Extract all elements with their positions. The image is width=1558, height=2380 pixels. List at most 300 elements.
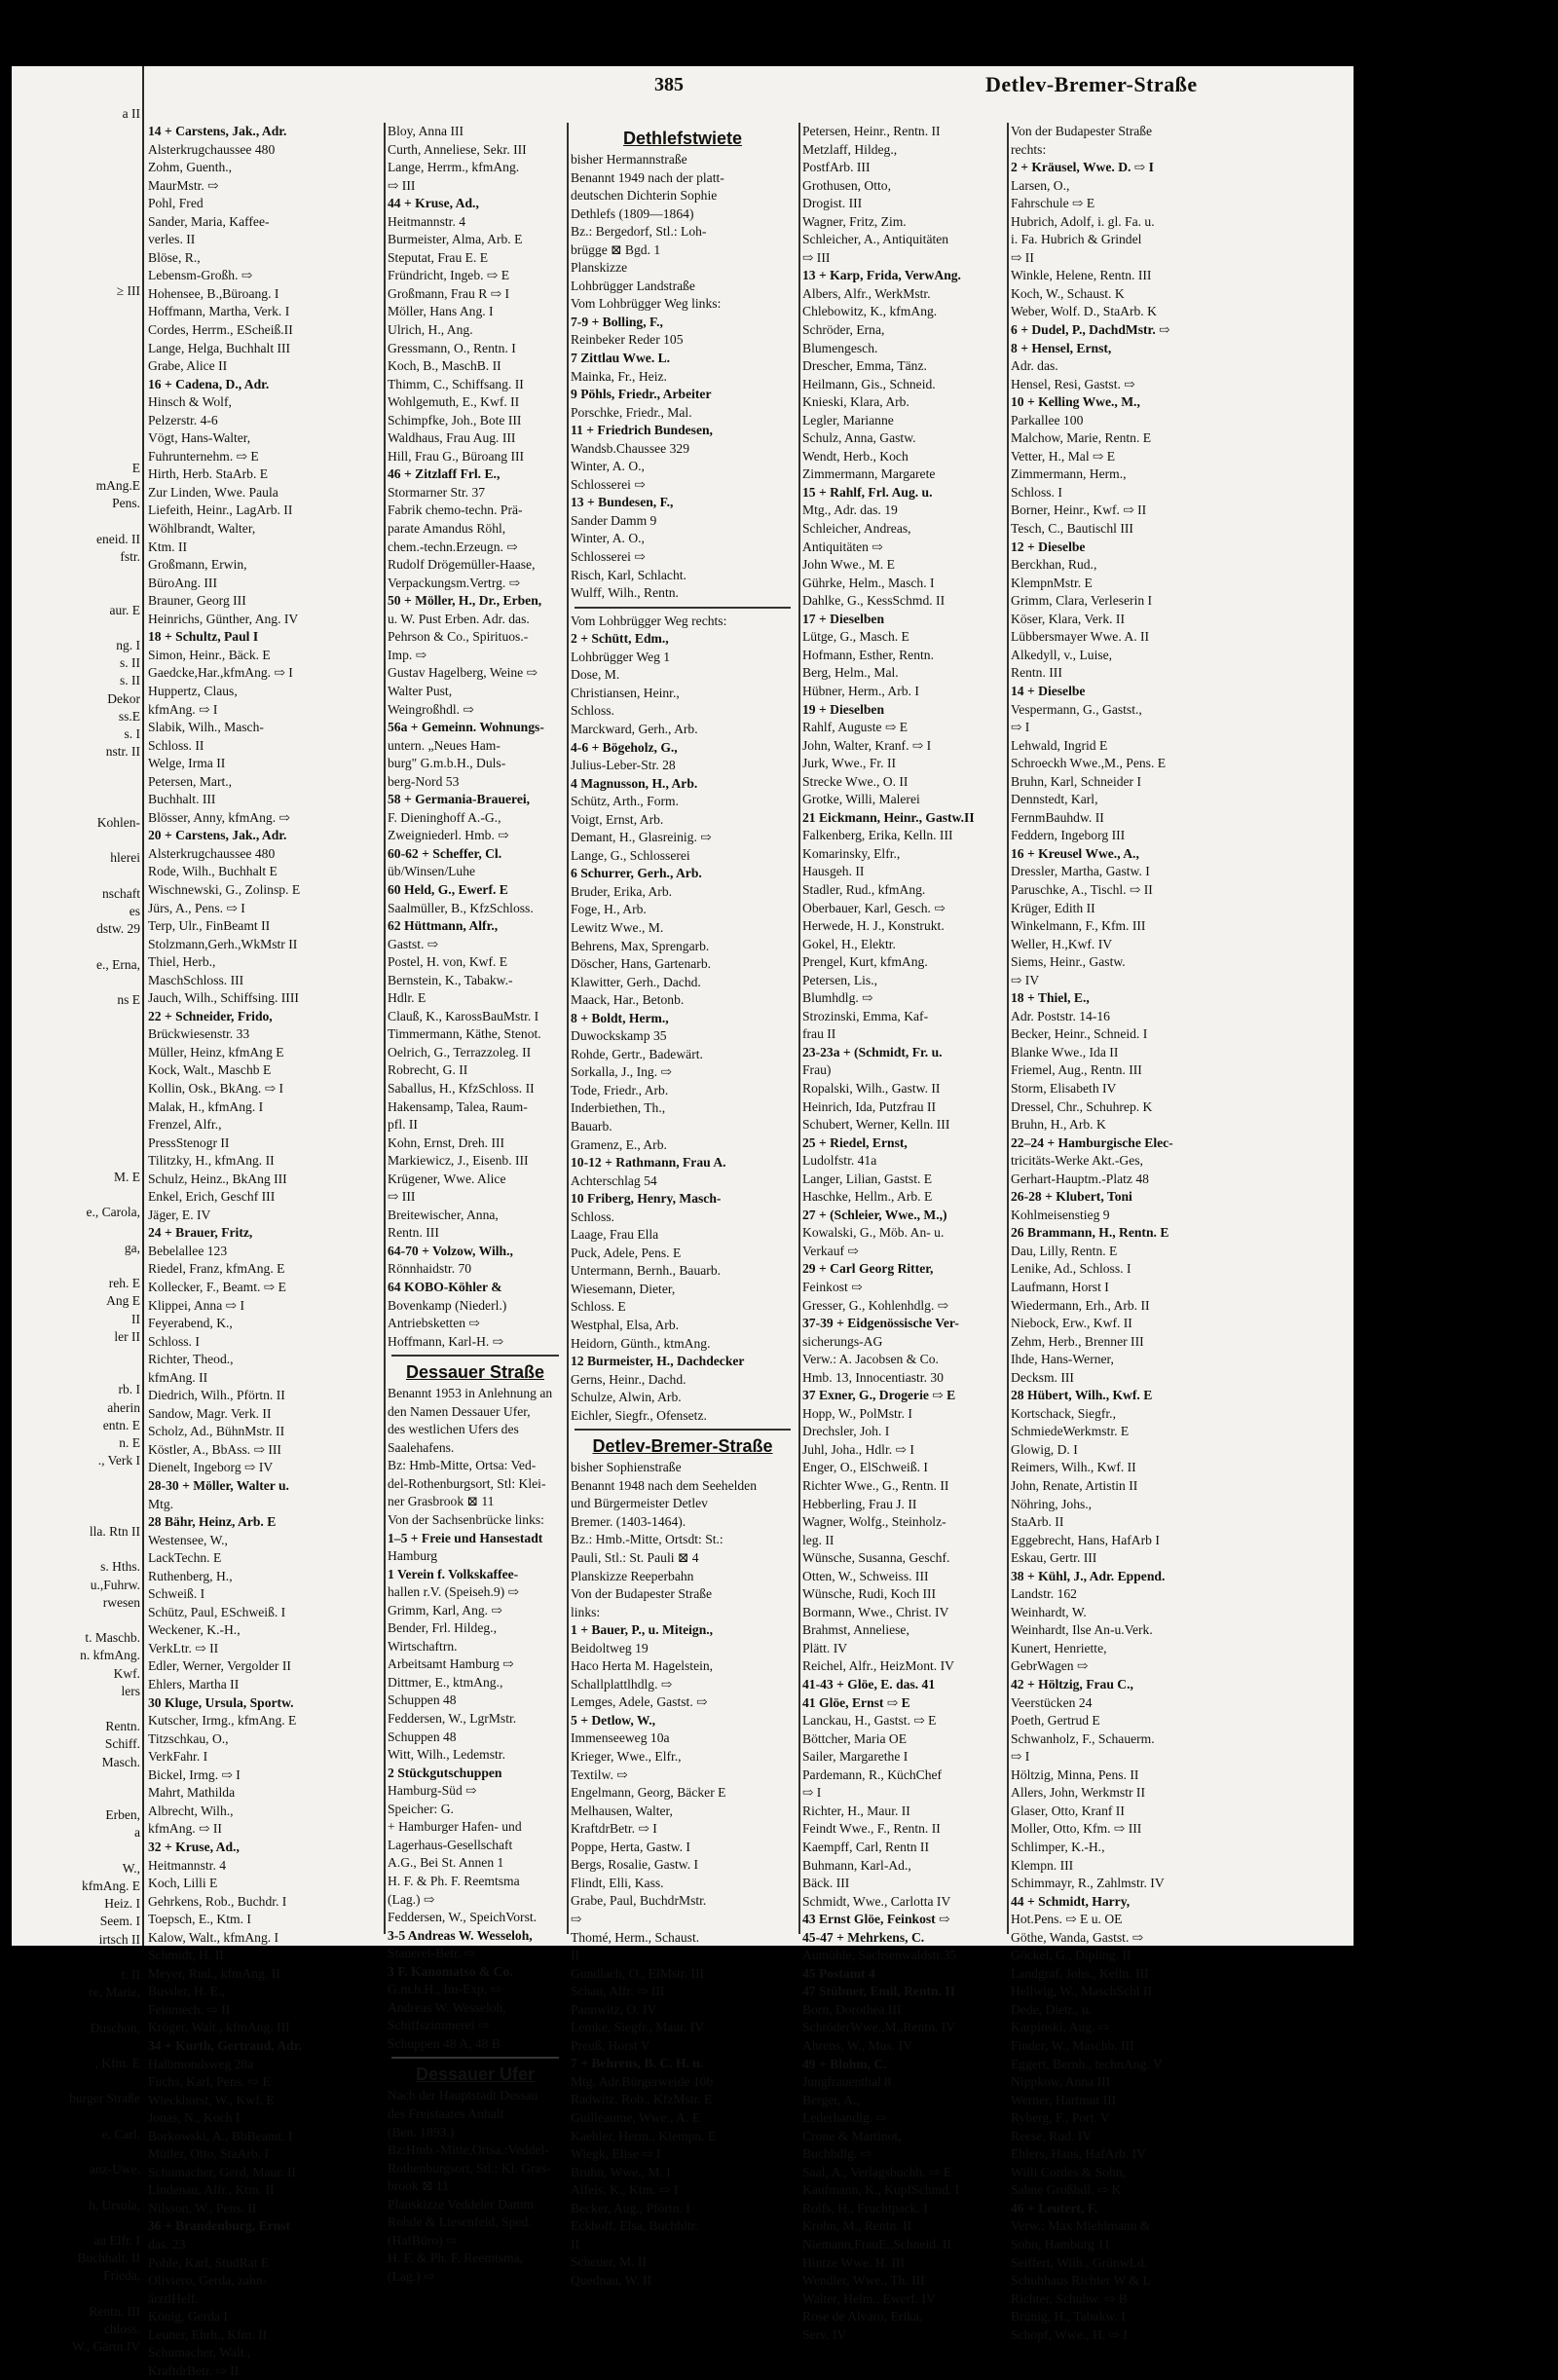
resident-entry: Klawitter, Gerh., Dachd. bbox=[571, 974, 701, 989]
resident-entry: Lange, G., Schlosserei bbox=[571, 847, 690, 863]
resident-entry: Falkenberg, Erika, Kelln. III bbox=[802, 828, 953, 843]
resident-entry: Hakensamp, Talea, Raum- bbox=[388, 1098, 528, 1114]
resident-entry: John, Walter, Kranf. ⇨ I bbox=[802, 737, 932, 753]
prev-page-fragment: s. II bbox=[120, 673, 140, 688]
running-head: Detlev-Bremer-Straße bbox=[985, 72, 1198, 96]
prev-page-fragment: ns E bbox=[117, 992, 140, 1007]
resident-entry: Hohensee, B.,Büroang. I bbox=[148, 285, 279, 301]
prev-page-fragment: II bbox=[131, 1311, 140, 1326]
resident-entry: Thiel, Herb., bbox=[148, 954, 216, 970]
resident-entry: Bergs, Rosalie, Gastw. I bbox=[571, 1857, 699, 1873]
resident-entry: Antriebsketten ⇨ bbox=[388, 1316, 480, 1331]
resident-entry: Decksm. III bbox=[1011, 1369, 1074, 1385]
resident-entry: Dethlefs (1809—1864) bbox=[571, 205, 694, 221]
resident-entry: Kunert, Henriette, bbox=[1011, 1640, 1107, 1655]
resident-entry: Saballus, H., KfzSchloss. II bbox=[388, 1080, 535, 1096]
resident-entry: Radwitz, Rob., KfzMstr. E bbox=[571, 2092, 713, 2107]
resident-entry: Scheuer, M. II bbox=[571, 2254, 647, 2270]
resident-entry: Weber, Wolf. D., StaArb. K bbox=[1011, 304, 1157, 319]
resident-entry: Wünsche, Rudi, Koch III bbox=[802, 1586, 937, 1602]
resident-entry: Eskau, Gertr. III bbox=[1011, 1550, 1097, 1566]
resident-entry: SchröderWwe.,M.,Rentn. IV bbox=[802, 2020, 956, 2035]
resident-entry: Schütz, Paul, ESchweiß. I bbox=[148, 1604, 286, 1619]
resident-entry: Petersen, Mart., bbox=[148, 773, 233, 789]
directory-column-3 bbox=[571, 123, 795, 2287]
resident-entry: Hausgeh. II bbox=[802, 864, 865, 879]
resident-entry: Reimers, Wilh., Kwf. II bbox=[1011, 1460, 1136, 1475]
house-number-entry: 7 + Behrens, B. C. H. u. bbox=[571, 2056, 704, 2071]
resident-entry: Schloss. I bbox=[148, 1333, 200, 1349]
resident-entry: Schallplattlhdlg. ⇨ bbox=[571, 1676, 673, 1692]
resident-entry: Schuppen 48 bbox=[388, 1729, 457, 1744]
resident-entry: (Lag.) ⇨ bbox=[388, 1891, 435, 1907]
resident-entry: Bernstein, K., Tabakw.- bbox=[388, 972, 513, 987]
house-number-entry: 1 + Bauer, P., u. Miteign., bbox=[571, 1622, 714, 1638]
resident-entry: Slabik, Wilh., Masch- bbox=[148, 720, 264, 735]
resident-entry: Krüger, Edith II bbox=[1011, 900, 1095, 915]
resident-entry: Engelmann, Georg, Bäcker E bbox=[571, 1785, 726, 1801]
prev-page-fragment: eneid. II bbox=[96, 531, 140, 546]
resident-entry: i. Fa. Hubrich & Grindel bbox=[1011, 232, 1142, 247]
resident-entry: Schiffszimmerei ⇨ bbox=[388, 2018, 490, 2033]
resident-entry: KlempnMstr. E bbox=[1011, 575, 1093, 590]
house-number-entry: 3-5 Andreas W. Wesseloh, bbox=[388, 1927, 533, 1943]
resident-entry: Eichler, Siegfr., Ofensetz. bbox=[571, 1407, 707, 1423]
resident-entry: Bender, Frl. Hildeg., bbox=[388, 1620, 497, 1636]
resident-entry: Beidoltweg 19 bbox=[571, 1640, 649, 1655]
resident-entry: Legler, Marianne bbox=[802, 412, 894, 428]
house-number-entry: 5 + Detlow, W., bbox=[571, 1712, 656, 1728]
resident-entry: Hensel, Resi, Gastst. ⇨ bbox=[1011, 376, 1135, 391]
resident-entry: Jauch, Wilh., Schiffsing. IIII bbox=[148, 990, 299, 1006]
resident-entry: Glaser, Otto, Kranf II bbox=[1011, 1803, 1125, 1818]
resident-entry: Müller, Heinz, kfmAng E bbox=[148, 1044, 284, 1060]
resident-entry: Fuhrunternehm. ⇨ E bbox=[148, 448, 259, 464]
resident-entry: Lenike, Ad., Schloss. I bbox=[1011, 1261, 1131, 1277]
resident-entry: Frenzel, Alfr., bbox=[148, 1117, 222, 1133]
resident-entry: Dittmer, E., ktmAng., bbox=[388, 1674, 503, 1690]
resident-entry: Gustav Hagelberg, Weine ⇨ bbox=[388, 665, 538, 681]
resident-entry: Lebensm-Großh. ⇨ bbox=[148, 268, 253, 283]
resident-entry: G.m.b.H., Im-Exp. ⇨ bbox=[388, 1982, 502, 1997]
resident-entry: Vögt, Hans-Walter, bbox=[148, 430, 251, 446]
prev-page-fragment: Heiz. I bbox=[104, 1896, 140, 1912]
resident-entry: Witt, Wilh., Ledemstr. bbox=[388, 1747, 505, 1763]
resident-entry: LackTechn. E bbox=[148, 1550, 222, 1566]
resident-entry: John, Renate, Artistin II bbox=[1011, 1478, 1138, 1494]
resident-entry: Richter, Schuhw. ⇨ B bbox=[1011, 2290, 1128, 2306]
resident-entry: Wulff, Wilh., Rentn. bbox=[571, 585, 679, 601]
resident-entry: Scholz, Ad., BühnMstr. II bbox=[148, 1424, 285, 1439]
resident-entry: Markiewicz, J., Eisenb. III bbox=[388, 1153, 529, 1169]
resident-entry: Schulz, Anna, Gastw. bbox=[802, 430, 916, 446]
resident-entry: Lemke, Siegfr., Maur. IV bbox=[571, 2020, 705, 2035]
section-rule bbox=[391, 1355, 559, 1357]
resident-entry: Bruhn, H., Arb. K bbox=[1011, 1117, 1106, 1133]
resident-entry: Tode, Friedr., Arb. bbox=[571, 1082, 669, 1097]
resident-entry: Schleicher, Andreas, bbox=[802, 521, 911, 537]
resident-entry: Nippkow, Anna III bbox=[1011, 2074, 1111, 2090]
resident-entry: + Hamburger Hafen- und bbox=[388, 1819, 522, 1835]
house-number-entry: 16 + Kreusel Wwe., A., bbox=[1011, 845, 1139, 861]
resident-entry: Enkel, Erich, Geschf III bbox=[148, 1189, 276, 1205]
resident-entry: Verpackungsm.Vertrg. ⇨ bbox=[388, 575, 521, 590]
resident-entry: Feddersen, W., SpeichVorst. bbox=[388, 1910, 538, 1925]
resident-entry: Kohlmeisenstieg 9 bbox=[1011, 1207, 1110, 1222]
house-number-entry: 49 + Blohm, C. bbox=[802, 2056, 887, 2071]
resident-entry: Schlimper, K.-H., bbox=[1011, 1839, 1105, 1854]
resident-entry: Oelrich, G., Terrazzoleg. II bbox=[388, 1044, 532, 1060]
resident-entry: Hill, Frau G., Büroang III bbox=[388, 448, 525, 464]
resident-entry: Fahrschule ⇨ E bbox=[1011, 196, 1095, 211]
resident-entry: Großmann, Frau R ⇨ I bbox=[388, 285, 510, 301]
prev-page-fragment: ga, bbox=[124, 1240, 140, 1255]
house-number-entry: 17 + Dieselben bbox=[802, 611, 885, 626]
resident-entry: Jürs, A., Pens. ⇨ I bbox=[148, 900, 245, 915]
resident-entry: Planskizze Veddeler Damm bbox=[388, 2196, 534, 2212]
resident-entry: Halbmondsweg 28a bbox=[148, 2056, 254, 2071]
resident-entry: Imp. ⇨ bbox=[388, 647, 427, 662]
resident-entry: Tilitzky, H., kfmAng. II bbox=[148, 1153, 275, 1169]
resident-entry: parate Amandus Röhl, bbox=[388, 521, 506, 537]
resident-entry: Westensee, W., bbox=[148, 1532, 228, 1547]
resident-entry: Sander Damm 9 bbox=[571, 512, 657, 528]
resident-entry: Heidorn, Günth., ktmAng. bbox=[571, 1335, 711, 1351]
resident-entry: Schimmayr, R., Zahlmstr. IV bbox=[1011, 1876, 1165, 1891]
street-heading: Dessauer Ufer bbox=[415, 2064, 536, 2085]
house-number-entry: 12 + Dieselbe bbox=[1011, 539, 1086, 554]
resident-entry: Schuppen 48 bbox=[388, 1692, 457, 1708]
resident-entry: Schumacher, Gerd, Maur. II bbox=[148, 2164, 296, 2179]
resident-entry: Weckener, K.-H., bbox=[148, 1622, 241, 1638]
resident-entry: Schwanholz, F., Schauerm. bbox=[1011, 1730, 1155, 1746]
resident-entry: Winter, A. O., bbox=[571, 531, 645, 546]
resident-entry: Foge, H., Arb. bbox=[571, 902, 647, 917]
resident-entry: u. W. Pust Erben. Adr. das. bbox=[388, 611, 530, 626]
resident-entry: Stolzmann,Gerh.,WkMstr II bbox=[148, 936, 298, 951]
directory-column-4 bbox=[802, 123, 1003, 2342]
resident-entry: Hot.Pens. ⇨ E u. OE bbox=[1011, 1912, 1123, 1927]
house-number-entry: 44 + Kruse, Ad., bbox=[388, 196, 479, 211]
prev-page-fragment: entn. E bbox=[102, 1417, 140, 1432]
resident-entry: Heitmannstr. 4 bbox=[388, 213, 466, 229]
house-number-entry: 8 + Boldt, Herm., bbox=[571, 1010, 669, 1025]
prev-page-fragment: ., Verk I bbox=[97, 1453, 140, 1469]
resident-entry: Nilsson, W., Pens. II bbox=[148, 2200, 257, 2215]
resident-entry: Drechsler, Joh. I bbox=[802, 1424, 890, 1439]
resident-entry: Kalow, Walt., kfmAng. I bbox=[148, 1929, 279, 1945]
resident-entry: Kaempff, Carl, Rentn II bbox=[802, 1839, 929, 1854]
resident-entry: Döscher, Hans, Gartenarb. bbox=[571, 956, 712, 972]
resident-entry: Koch, Lilli E bbox=[148, 1876, 218, 1891]
resident-entry: Siems, Heinr., Gastw. bbox=[1011, 954, 1126, 970]
resident-entry: Puck, Adele, Pens. E bbox=[571, 1245, 682, 1260]
page-number: 385 bbox=[654, 74, 684, 95]
house-number-entry: 64-70 + Volzow, Wilh., bbox=[388, 1243, 513, 1258]
resident-entry: brook ⊠ 11 bbox=[388, 2178, 449, 2194]
resident-entry: Guilleaume, Wwe., A. E bbox=[571, 2109, 701, 2125]
house-number-entry: 36 + Brandenburg, Ernst bbox=[148, 2218, 290, 2234]
prev-page-fragment: aherin bbox=[107, 1399, 140, 1415]
resident-entry: Duwockskamp 35 bbox=[571, 1028, 667, 1044]
resident-entry: Göckel, G., Dipling. II bbox=[1011, 1948, 1131, 1963]
resident-entry: Kock, Walt., Maschb E bbox=[148, 1062, 272, 1078]
resident-entry: Schloss. II bbox=[148, 737, 204, 753]
column-divider bbox=[567, 123, 569, 1934]
resident-entry: Thomé, Herm., Schaust. bbox=[571, 1929, 700, 1945]
resident-entry: Rose de Alvaro, Erika, bbox=[802, 2309, 923, 2324]
resident-entry: berg-Nord 53 bbox=[388, 773, 460, 789]
resident-entry: Rahlf, Auguste ⇨ E bbox=[802, 720, 909, 735]
resident-entry: rechts: bbox=[1011, 141, 1047, 157]
resident-entry: Becker, Aug., Pförtn. I bbox=[571, 2200, 690, 2215]
resident-entry: Strozinski, Emma, Kaf- bbox=[802, 1008, 929, 1023]
resident-entry: Schmidt, H. II bbox=[148, 1948, 224, 1963]
resident-entry: Schleicher, A., Antiquitäten bbox=[802, 232, 949, 247]
prev-page-fragment: e., Erna, bbox=[96, 956, 140, 972]
resident-entry: BüroAng. III bbox=[148, 575, 217, 590]
resident-entry: Kröger, Walt., kfmAng. III bbox=[148, 2020, 290, 2035]
prev-page-fragment: rb. I bbox=[118, 1382, 140, 1397]
house-number-entry: 43 Ernst Glöe, Feinkost ⇨ bbox=[802, 1912, 950, 1927]
resident-entry: Heinrich, Ida, Putzfrau II bbox=[802, 1098, 937, 1114]
resident-entry: Mahrt, Mathilda bbox=[148, 1785, 236, 1801]
street-heading: Dessauer Straße bbox=[405, 1362, 545, 1383]
prev-page-fragment: rwesen bbox=[102, 1594, 140, 1610]
prev-page-fragment: s. Hths. bbox=[100, 1559, 140, 1575]
prev-page-fragment: lla. Rtn II bbox=[89, 1524, 140, 1539]
resident-entry: Dose, M. bbox=[571, 667, 620, 683]
resident-entry: Von der Sachsenbrücke links: bbox=[388, 1512, 544, 1528]
resident-entry: Hellwig, W., MaschSchl II bbox=[1011, 1984, 1152, 1999]
resident-entry: Friemel, Aug., Rentn. III bbox=[1011, 1062, 1142, 1078]
house-number-entry: 15 + Rahlf, Frl. Aug. u. bbox=[802, 484, 933, 500]
prev-page-fragment: nschaft bbox=[102, 885, 140, 901]
resident-entry: Weller, H.,Kwf. IV bbox=[1011, 936, 1113, 951]
column-divider bbox=[384, 123, 386, 1934]
resident-entry: Böttcher, Maria OE bbox=[802, 1730, 908, 1746]
resident-entry: Lehwald, Ingrid E bbox=[1011, 737, 1108, 753]
resident-entry: Steputat, Frau E. E bbox=[388, 249, 489, 265]
prev-page-fragment: s. I bbox=[124, 726, 140, 741]
resident-entry: Terp, Ulr., FinBeamt II bbox=[148, 918, 271, 934]
resident-entry: Dressler, Martha, Gastw. I bbox=[1011, 864, 1150, 879]
prev-page-fragment: ≥ III bbox=[116, 283, 140, 298]
resident-entry: PostfArb. III bbox=[802, 160, 871, 175]
resident-entry: Alsterkrugchaussee 480 bbox=[148, 141, 276, 157]
resident-entry: Wagner, Wolfg., Steinholz- bbox=[802, 1514, 946, 1530]
resident-entry: Berger, A., bbox=[802, 2092, 860, 2107]
prev-page-fragment: Kohlen- bbox=[96, 815, 140, 830]
house-number-entry: 1 Verein f. Volkskaffee- bbox=[388, 1566, 519, 1581]
house-number-entry: 45 Postamt 4 bbox=[802, 1965, 875, 1981]
resident-entry: Achterschlag 54 bbox=[571, 1172, 657, 1188]
prev-page-fragment: t. Maschb. bbox=[85, 1630, 140, 1646]
resident-entry: Serv. IV bbox=[802, 2326, 847, 2342]
resident-entry: Vespermann, G., Gastst., bbox=[1011, 701, 1142, 717]
prev-page-fragment: ss.E bbox=[118, 708, 140, 724]
prev-page-fragment: reh. E bbox=[108, 1276, 140, 1291]
house-number-entry: 16 + Cadena, D., Adr. bbox=[148, 376, 270, 391]
resident-entry: deutschen Dichterin Sophie bbox=[571, 188, 718, 204]
prev-page-fragment: Masch. bbox=[101, 1754, 140, 1769]
directory-page bbox=[12, 66, 1354, 2378]
house-number-entry: 45-47 + Mehrkens, C. bbox=[802, 1929, 925, 1945]
resident-entry: Prengel, Kurt, kfmAng. bbox=[802, 954, 928, 970]
resident-entry: Ktm. II bbox=[148, 539, 188, 554]
resident-entry: Planskizze bbox=[571, 260, 628, 276]
resident-entry: MaschSchloss. III bbox=[148, 972, 244, 987]
prev-page-fragment: e, Carl. bbox=[101, 2126, 140, 2141]
resident-entry: Blösser, Anny, kfmAng. ⇨ bbox=[148, 809, 290, 825]
house-number-entry: 60 Held, G., Ewerf. E bbox=[388, 881, 508, 897]
resident-entry: Eckhoff, Elsa, Buchhltr. bbox=[571, 2218, 698, 2234]
resident-entry: Winter, A. O., bbox=[571, 459, 645, 474]
resident-entry: Wiegk, Elise ⇨ I bbox=[571, 2146, 661, 2162]
resident-entry: Immenseeweg 10a bbox=[571, 1730, 670, 1746]
prev-page-fragment: n. E bbox=[119, 1435, 140, 1450]
resident-entry: des Freistaates Anhalt bbox=[388, 2105, 504, 2121]
house-number-entry: 4-6 + Bögeholz, G., bbox=[571, 739, 678, 755]
resident-entry: Feddersen, W., LgrMstr. bbox=[388, 1711, 517, 1727]
resident-entry: Inderbiethen, Th., bbox=[571, 1100, 666, 1116]
resident-entry: Jonas, N., Koch I bbox=[148, 2110, 241, 2126]
house-number-entry: 10 Friberg, Henry, Masch- bbox=[571, 1191, 722, 1207]
resident-entry: Robrecht, G. II bbox=[388, 1062, 468, 1078]
resident-entry: Lange, Helga, Buchhalt III bbox=[148, 340, 291, 355]
resident-entry: Vom Lohbrügger Weg rechts: bbox=[571, 613, 727, 628]
resident-entry: Riedel, Franz, kfmAng. E bbox=[148, 1261, 285, 1277]
prev-page-fragment: Rentn. III bbox=[89, 2303, 140, 2319]
resident-entry: II bbox=[571, 1948, 580, 1963]
house-number-entry: 4 Magnusson, H., Arb. bbox=[571, 775, 698, 791]
resident-entry: Benannt 1948 nach dem Seehelden bbox=[571, 1477, 758, 1493]
prev-page-fragment: irtsch II bbox=[98, 1931, 140, 1947]
resident-entry: StaArb. II bbox=[1011, 1514, 1064, 1530]
resident-entry: Hübner, Herm., Arb. I bbox=[802, 683, 919, 698]
resident-entry: Lemges, Adele, Gastst. ⇨ bbox=[571, 1694, 708, 1710]
resident-entry: H. F. & Ph. F. Reemtsma bbox=[388, 1873, 520, 1888]
street-heading: Detlev-Bremer-Straße bbox=[592, 1436, 773, 1457]
resident-entry: Saalmüller, B., KfzSchloss. bbox=[388, 900, 534, 915]
resident-entry: Nöhring, Johs., bbox=[1011, 1496, 1093, 1511]
resident-entry: Simon, Heinr., Bäck. E bbox=[148, 647, 271, 662]
resident-entry: Großmann, Erwin, bbox=[148, 557, 247, 573]
resident-entry: Kowalski, G., Möb. An- u. bbox=[802, 1225, 945, 1241]
resident-entry: Lange, Herrm., kfmAng. bbox=[388, 160, 520, 175]
prev-page-fragment: ler II bbox=[114, 1328, 140, 1344]
resident-entry: Cordes, Herrm., EScheiß.II bbox=[148, 322, 293, 338]
resident-entry: Oliviero, Gerda, zahn- bbox=[148, 2273, 268, 2288]
resident-entry: Hinsch & Wolf, bbox=[148, 394, 232, 410]
resident-entry: Dressel, Chr., Schuhrep. K bbox=[1011, 1098, 1153, 1114]
resident-entry: Schopf, Wwe., H. ⇨ I bbox=[1011, 2326, 1128, 2342]
resident-entry: bisher Hermannstraße bbox=[571, 152, 687, 167]
resident-entry: KraftdrBetr. ⇨ I bbox=[571, 1821, 657, 1837]
resident-entry: Sander, Maria, Kaffee- bbox=[148, 213, 270, 229]
resident-entry: Zimmermann, Herm., bbox=[1011, 466, 1127, 482]
resident-entry: Verw.: Max Miehlmann & bbox=[1011, 2218, 1151, 2234]
resident-entry: Preuß, Horst V bbox=[571, 2037, 650, 2053]
house-number-entry: 50 + Möller, H., Dr., Erben, bbox=[388, 593, 542, 609]
resident-entry: Schmidt, Wwe., Carlotta IV bbox=[802, 1893, 951, 1909]
resident-entry: Gundlach, O., ElMstr. III bbox=[571, 1965, 705, 1981]
resident-entry: Gressmann, O., Rentn. I bbox=[388, 340, 516, 355]
prev-page-fragment: es bbox=[129, 904, 140, 918]
resident-entry: Hoffmann, Martha, Verk. I bbox=[148, 304, 290, 319]
resident-entry: ⇨ III bbox=[388, 1189, 416, 1205]
resident-entry: üb/Winsen/Luhe bbox=[388, 864, 476, 879]
resident-entry: Flindt, Elli, Kass. bbox=[571, 1875, 664, 1890]
prev-page-fragment: a II bbox=[122, 106, 140, 121]
prev-page-fragment: u.,Fuhrw. bbox=[90, 1577, 140, 1592]
resident-entry: Bäck. III bbox=[802, 1876, 850, 1891]
prev-page-fragment: ng. I bbox=[116, 638, 140, 652]
directory-column-5 bbox=[1011, 123, 1223, 2342]
house-number-entry: 10-12 + Rathmann, Frau A. bbox=[571, 1155, 726, 1171]
resident-entry: Toepsch, E., Ktm. I bbox=[148, 1912, 251, 1927]
house-number-entry: 28 Bähr, Heinz, Arb. E bbox=[148, 1514, 277, 1530]
resident-entry: Rentn. III bbox=[388, 1225, 439, 1241]
resident-entry: Finder, W., Maschb. III bbox=[1011, 2037, 1134, 2053]
resident-entry: Lütge, G., Masch. E bbox=[802, 629, 909, 645]
street-heading: Dethlefstwiete bbox=[622, 129, 743, 148]
resident-entry: Grabe, Alice II bbox=[148, 358, 228, 374]
resident-entry: Krohn, M., Rentn. II bbox=[802, 2218, 912, 2234]
resident-entry: Stadler, Rud., kfmAng. bbox=[802, 881, 926, 897]
resident-entry: Grotke, Willi, Malerei bbox=[802, 792, 920, 807]
house-number-entry: 13 + Bundesen, F., bbox=[571, 495, 674, 510]
house-number-entry: 7 Zittlau Wwe. L. bbox=[571, 351, 671, 366]
resident-entry: tricitäts-Werke Akt.-Ges, bbox=[1011, 1153, 1143, 1169]
resident-entry: Krieger, Wwe., Elfr., bbox=[571, 1749, 682, 1765]
resident-entry: Langer, Lilian, Gastst. E bbox=[802, 1171, 933, 1186]
resident-entry: ⇨ IV bbox=[1011, 972, 1040, 987]
house-number-entry: 21 Eickmann, Heinr., Gastw.II bbox=[802, 809, 975, 825]
resident-entry: Karpinski, Aug. ⇨ bbox=[1011, 2020, 1110, 2035]
resident-entry: Brahmst, Anneliese, bbox=[802, 1622, 909, 1638]
resident-entry: Bussler, H. E., bbox=[148, 1984, 225, 1999]
resident-entry: Winkelmann, F., Kfm. III bbox=[1011, 918, 1146, 934]
resident-entry: Wohlgemuth, E., Kwf. II bbox=[388, 394, 520, 410]
resident-entry: Metzlaff, Hildeg., bbox=[802, 141, 898, 157]
resident-entry: ner Grasbrook ⊠ 11 bbox=[388, 1494, 495, 1509]
resident-entry: Eggebrecht, Hans, HafArb I bbox=[1011, 1532, 1160, 1547]
house-number-entry: 14 + Dieselbe bbox=[1011, 683, 1086, 698]
resident-entry: Bz.: Bergedorf, Stl.: Loh- bbox=[571, 224, 707, 240]
directory-column-1 bbox=[148, 123, 378, 2378]
resident-entry: Otten, W., Schweiss. III bbox=[802, 1568, 929, 1583]
resident-entry: Ruthenberg, H., bbox=[148, 1568, 233, 1583]
resident-entry: Malchow, Marie, Rentn. E bbox=[1011, 430, 1152, 446]
resident-entry: Haschke, Hellm., Arb. E bbox=[802, 1189, 933, 1205]
resident-entry: Fuchs, Karl, Pens. ⇨ E bbox=[148, 2074, 271, 2090]
resident-entry: Hintze Wwe. H. III bbox=[802, 2254, 906, 2270]
prev-page-fragment: E bbox=[131, 461, 140, 475]
resident-entry: Schulz, Heinz., BkAng III bbox=[148, 1171, 287, 1186]
house-number-entry: 29 + Carl Georg Ritter, bbox=[802, 1261, 934, 1277]
resident-entry: Ehlers, Martha II bbox=[148, 1677, 240, 1692]
resident-entry: König, Gerda I bbox=[148, 2309, 228, 2324]
resident-entry: F. Dieninghoff A.-G., bbox=[388, 809, 501, 825]
resident-entry: Hebberling, Frau J. II bbox=[802, 1496, 917, 1511]
resident-entry: ⇨ III bbox=[802, 249, 831, 265]
resident-entry: Reese, Rud. IV bbox=[1011, 2128, 1093, 2143]
resident-entry: Schlosserei ⇨ bbox=[571, 476, 646, 492]
resident-entry: Klippei, Anna ⇨ I bbox=[148, 1297, 244, 1313]
resident-entry: hallen r.V. (Speiseh.9) ⇨ bbox=[388, 1584, 519, 1600]
resident-entry: Müller, Otto, StaArb. I bbox=[148, 2146, 270, 2162]
